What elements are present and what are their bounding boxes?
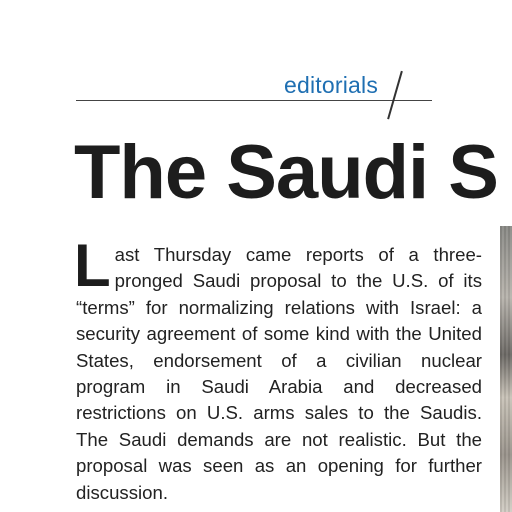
article-body-text: ast Thursday came reports of a three-pronged Saudi proposal to the U.S. of its “terms” for normalizing relations with Israel: a security agreement of some kind with the United States, endorsement of a civilian nuclear program in Saudi Arabia and decreased restrictions on U.S. arms sales to the Saudis. The Saudi demands are not realistic. But the proposal was seen as an opening for further discussion. [76, 244, 482, 503]
section-divider [76, 100, 432, 101]
section-slash-divider [387, 71, 402, 119]
article-body [74, 232, 482, 506]
drop-cap: L [74, 232, 111, 299]
section-label: editorials [284, 72, 379, 98]
photo-edge-texture [500, 226, 512, 512]
article-headline: The Saudi S [74, 130, 498, 215]
